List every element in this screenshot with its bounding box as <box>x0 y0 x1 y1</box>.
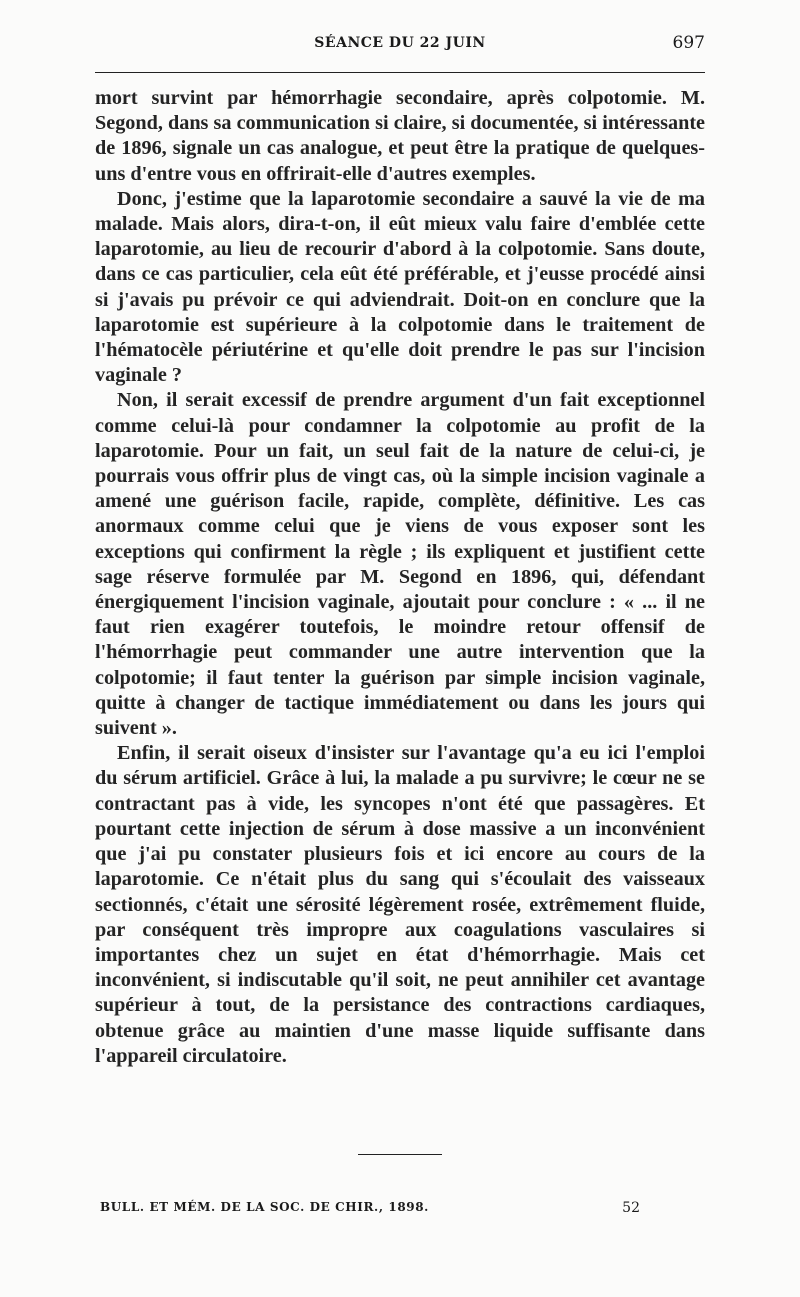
page-header <box>95 33 705 57</box>
paragraph: Non, il serait excessif de prendre argument d'un fait exceptionnel comme celui-là pour condamner la colpotomie au profit de la laparotomie. Pour un fait, un seul fait de la nature de celui-ci, je pourrais vous offrir plus de vingt cas, où la simple incision vaginale a amené une guérison facile, rapide, complète, définitive. Les cas anormaux comme celui que je viens de vous exposer sont les exceptions qui confirment la règle ; ils expliquent et justifient cette sage réserve formulée par M. Segond en 1896, qui, défendant énergiquement l'incision vaginale, ajoutait pour conclure : « ... il ne faut rien exagérer toutefois, le moindre retour offensif de l'hémorrhagie peut commander une autre intervention que la colpotomie; il faut tenter la guérison par simple incision vaginale, quitte à changer de tactique immédiatement ou dans les jours qui suivent ». <box>95 389 705 740</box>
paragraph: Enfin, il serait oiseux d'insister sur l'avantage qu'a eu ici l'emploi du sérum artificiel. Grâce à lui, la malade a pu survivre; le cœur ne se contractant pas à vide, les syncopes n'ont été que passagères. Et pourtant cette injection de sérum à dose massive a un inconvénient que j'ai pu constater plusieurs fois et ici encore au cours de la laparotomie. Ce n'était plus du sang qui s'écoulait des vaisseaux sectionnés, c'était une sérosité légèrement rosée, extrêmement fluide, par conséquent très impropre aux coagulations vasculaires si importantes chez un sujet en état d'hémorrhagie. Mais cet inconvénient, si indiscutable qu'il soit, ne peut annihiler cet avantage supérieur à tout, de la persistance des contractions cardiaques, obtenue grâce au maintien d'une masse liquide suffisante dans l'appareil circulatoire. <box>95 742 705 1067</box>
end-of-section-rule <box>358 1154 442 1155</box>
header-rule <box>95 72 705 73</box>
page-number: 697 <box>672 33 705 53</box>
paragraph: Donc, j'estime que la laparotomie secondaire a sauvé la vie de ma malade. Mais alors, dira-t-on, il eût mieux valu faire d'emblée cette laparotomie, au lieu de recourir d'abord à la colpotomie. Sans doute, dans ce cas particulier, cela eût été préférable, et j'eusse procédé ainsi si j'avais pu prévoir ce qui adviendrait. Doit-on en conclure que la laparotomie est supérieure à la colpotomie dans le traitement de l'hématocèle périutérine et qu'elle doit prendre le pas sur l'incision vaginale ? <box>95 187 705 387</box>
paragraph: mort survint par hémorrhagie secondaire, après colpotomie. M. Segond, dans sa communication si claire, si documentée, si intéressante de 1896, signale un cas analogue, et peut être la pratique de quelques-uns d'entre vous en offrirait-elle d'autres exemples. <box>95 87 705 185</box>
signature-number: 52 <box>622 1200 640 1216</box>
journal-reference: BULL. ET MÉM. DE LA SOC. DE CHIR., 1898. <box>100 1200 429 1214</box>
running-title: SÉANCE DU 22 JUIN <box>314 35 486 51</box>
page-footer <box>100 1200 640 1222</box>
body-text <box>95 86 705 1069</box>
